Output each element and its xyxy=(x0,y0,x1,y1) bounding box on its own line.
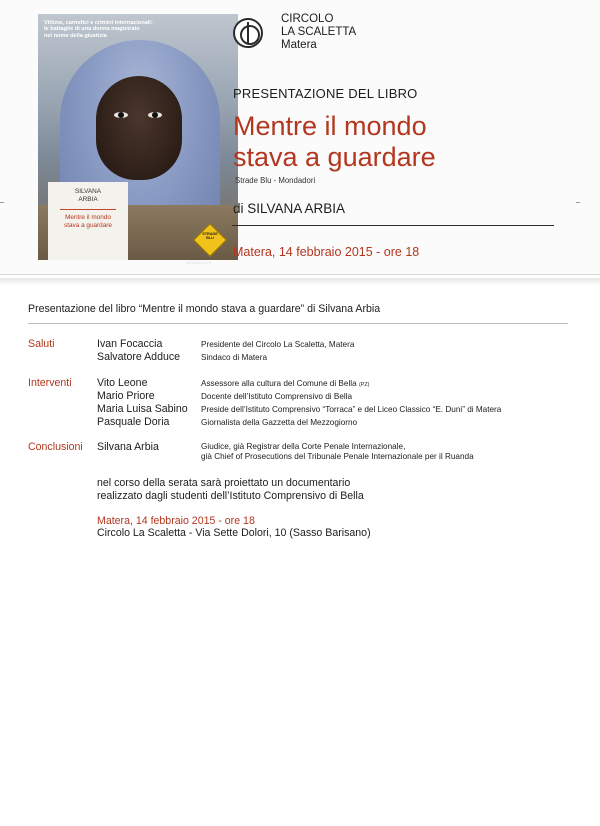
child-face xyxy=(96,76,182,180)
speaker-role-note: (PZ) xyxy=(358,382,370,388)
book-title-line: stava a guardare xyxy=(233,142,436,172)
speaker-name: Silvana Arbia xyxy=(97,441,159,453)
eye-shape xyxy=(114,112,128,118)
speaker-role: Preside dell’Istituto Comprensivo “Torraca” e del Liceo Classico “E. Duni” di Matera xyxy=(201,405,502,414)
org-name-line: CIRCOLO xyxy=(281,13,334,25)
documentary-note: nel corso della serata sarà proiettato un documentario xyxy=(97,477,351,489)
speaker-name: Salvatore Adduce xyxy=(97,351,181,363)
cover-title-line: stava a guardare xyxy=(64,222,112,229)
org-name-line: LA SCALETTA xyxy=(281,26,357,38)
program-divider xyxy=(28,323,568,324)
publisher-line: Strade Blu - Mondadori xyxy=(235,176,316,185)
speaker-role: Docente dell’Istituto Comprensivo di Bella xyxy=(201,392,353,401)
cover-author xyxy=(48,188,128,204)
cover-label xyxy=(48,182,128,260)
cover-tagline xyxy=(44,20,184,39)
speaker-role: già Chief of Prosecutions del Tribunale Penale Internazionale per il Ruanda xyxy=(201,452,474,461)
book-title-line: Mentre il mondo xyxy=(233,111,427,141)
speaker-name: Vito Leone xyxy=(97,377,148,389)
event-heading: PRESENTAZIONE DEL LIBRO xyxy=(233,86,418,101)
event-date: Matera, 14 febbraio 2015 - ore 18 xyxy=(233,245,420,259)
cover-publisher: MONDADORI xyxy=(186,260,211,265)
event-venue: Circolo La Scaletta - Via Sette Dolori, 10 (Sasso Barisano) xyxy=(97,527,371,539)
speaker-name: Ivan Focaccia xyxy=(97,338,163,350)
cover-tagline-line: nel nome della giustizia xyxy=(44,32,107,39)
speaker-name: Mario Priore xyxy=(97,390,155,402)
badge-line: STRADE xyxy=(202,232,218,236)
book-title xyxy=(233,111,436,173)
org-name xyxy=(281,13,356,52)
cover-title-line: Mentre il mondo xyxy=(65,214,111,221)
cover-tagline-line: Vittime, carnefici e crimini internazionali: xyxy=(44,20,153,26)
speaker-role xyxy=(201,379,369,388)
section-label-saluti: Saluti xyxy=(28,338,55,350)
badge-text xyxy=(198,232,222,240)
fold-mark xyxy=(0,202,4,203)
speaker-role-text: Assessore alla cultura del Comune di Bella xyxy=(201,379,357,388)
circolo-logo-icon xyxy=(233,18,263,48)
section-label-interventi: Interventi xyxy=(28,377,72,389)
speaker-name: Pasquale Doria xyxy=(97,416,170,428)
cover-title xyxy=(48,214,128,230)
eye-shape xyxy=(148,112,162,118)
event-date-bottom: Matera, 14 febbraio 2015 - ore 18 xyxy=(97,515,255,527)
org-city: Matera xyxy=(281,39,317,51)
documentary-note: realizzato dagli studenti dell’Istituto Comprensivo di Bella xyxy=(97,490,364,502)
section-label-conclusioni: Conclusioni xyxy=(28,441,83,453)
author-line: di SILVANA ARBIA xyxy=(233,201,346,216)
speaker-role: Giudice, già Registrar della Corte Penale Internazionale, xyxy=(201,442,406,451)
cover-divider xyxy=(60,209,116,210)
fold-mark xyxy=(576,202,580,203)
speaker-role: Presidente del Circolo La Scaletta, Matera xyxy=(201,340,355,349)
speaker-role: Sindaco di Matera xyxy=(201,353,267,362)
speaker-role: Giornalista della Gazzetta del Mezzogiorno xyxy=(201,418,358,427)
program-intro: Presentazione del libro “Mentre il mondo stava a guardare” di Silvana Arbia xyxy=(28,303,381,315)
cover-author-line: ARBIA xyxy=(78,196,98,203)
sheet-edge xyxy=(0,278,600,285)
cover-tagline-line: le battaglie di una donna magistrato xyxy=(44,26,140,33)
badge-line: BLU xyxy=(206,236,214,241)
cover-author-line: SILVANA xyxy=(74,188,102,195)
header-divider xyxy=(232,225,554,226)
speaker-name: Maria Luisa Sabino xyxy=(97,403,188,415)
book-cover-image xyxy=(38,14,238,265)
